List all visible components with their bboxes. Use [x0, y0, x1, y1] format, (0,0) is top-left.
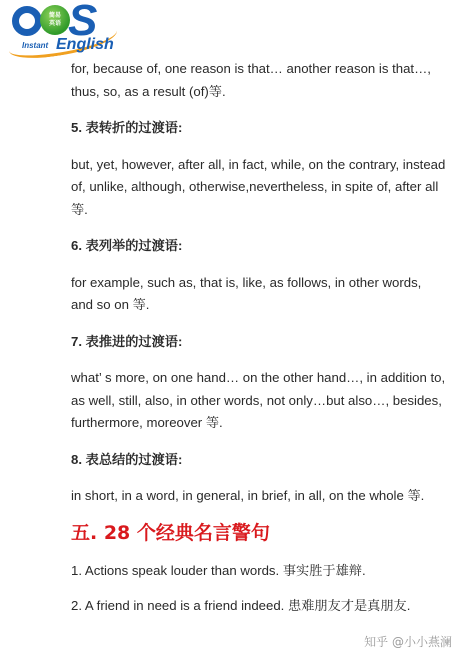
quotes-section-title: 五. 28 个经典名言警句 [71, 521, 270, 544]
section-body: what’ s more, on one hand… on the other hand…, in addition to, as well, still, also, in other words, not only…but also…, besides, furthermore, moreover 等. [71, 370, 446, 430]
intro-paragraph: for, because of, one reason is that… another reason is that…, thus, so, as a result (of)等. [71, 61, 431, 99]
brand-logo [6, 2, 118, 58]
section-heading: 8. 表总结的过渡语: [71, 451, 183, 467]
logo-letter-o-ring [12, 6, 42, 36]
logo-letter-s: S [68, 0, 98, 45]
watermark: 知乎 @小小燕澜 [364, 635, 452, 649]
section-heading: 7. 表推进的过渡语: [71, 333, 183, 349]
quote-item: 1. Actions speak louder than words. 事实胜于雄辩. [71, 563, 366, 578]
logo-globe-text-1: 简易 [48, 12, 61, 19]
section-body: in short, in a word, in general, in brief, in all, on the whole 等. [71, 488, 425, 503]
section-progression [71, 331, 446, 435]
section-body: for example, such as, that is, like, as follows, in other words, and so on 等. [71, 274, 422, 312]
section-contrast [71, 117, 446, 221]
logo-instant-text: Instant [22, 41, 49, 50]
document-body [71, 58, 446, 629]
logo-globe-text-2: 英语 [48, 20, 61, 27]
section-summary [71, 449, 446, 508]
section-body: but, yet, however, after all, in fact, while, on the contrary, instead of, unlike, although, otherwise,nevertheless, in spite of, after all 等. [71, 156, 446, 217]
section-enumeration [71, 235, 446, 317]
section-heading: 5. 表转折的过渡语: [71, 120, 183, 135]
logo-globe-icon [40, 5, 70, 35]
quote-item: 2. A friend in need is a friend indeed. 患难朋友才是真朋友. [71, 597, 411, 613]
logo-english-text: English [56, 36, 114, 53]
section-heading: 6. 表列举的过渡语: [71, 238, 183, 253]
